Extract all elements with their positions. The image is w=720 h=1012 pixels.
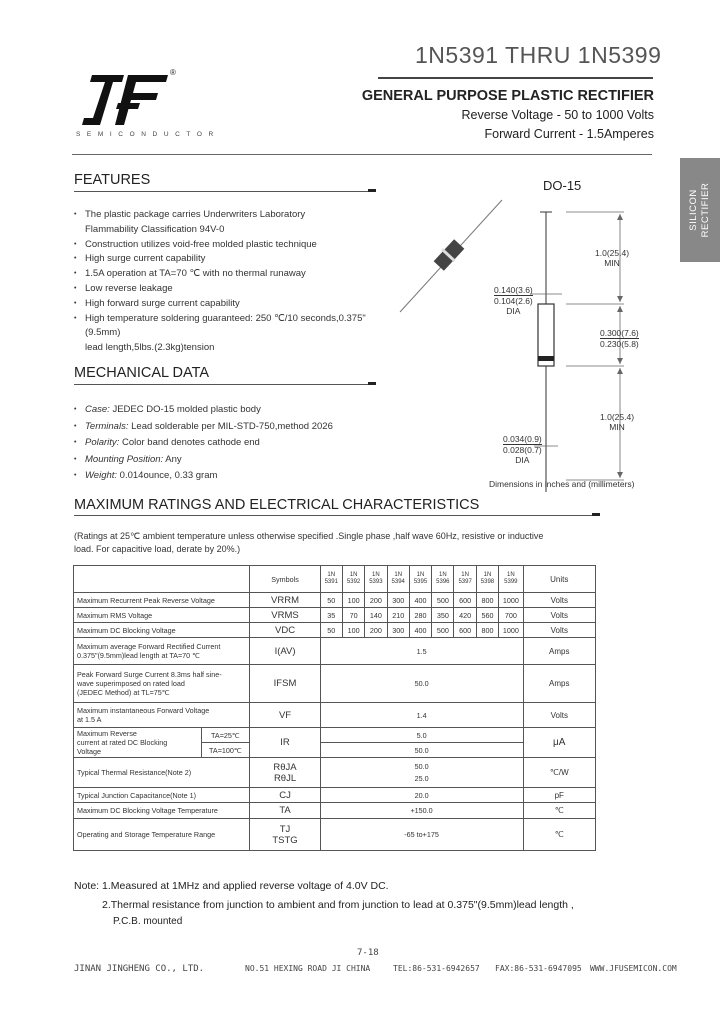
table-row: Maximum DC Blocking Voltage Temperature TA +150.0 ℃ [74, 803, 596, 819]
header-part: 1N 5399 [499, 566, 523, 593]
features-heading: FEATURES [74, 172, 151, 188]
header-part: 1N 5396 [432, 566, 454, 593]
feature-item: • High forward surge current capability [74, 297, 374, 312]
mechanical-rule [74, 384, 370, 385]
header-units: Units [523, 566, 595, 593]
feature-item: • 1.5A operation at TA=70 ℃ with no thermal runaway [74, 267, 374, 282]
header-part: 1N 5395 [409, 566, 431, 593]
part-number-range: 1N5391 THRU 1N5399 [415, 42, 662, 68]
header-part: 1N 5392 [342, 566, 364, 593]
table-row: Maximum DC Blocking Voltage VDC 50 100 200 300 400 500 600 800 1000 Volts [74, 623, 596, 638]
logo-wordmark: SEMICONDUCTOR [76, 131, 220, 138]
ratings-rule-mark [592, 513, 600, 516]
mechanical-list [74, 402, 374, 485]
tab-line-1: SILICON [688, 189, 699, 231]
mechanical-rule-mark [368, 382, 376, 385]
reverse-voltage-spec: Reverse Voltage - 50 to 1000 Volts [461, 108, 654, 122]
ratings-rule [74, 515, 594, 516]
category-tab [680, 158, 720, 262]
footer-fax: FAX:86-531-6947095 [495, 964, 582, 973]
note-2-cont: P.C.B. mounted [113, 916, 183, 927]
note-1: Note: 1.Measured at 1MHz and applied reverse voltage of 4.0V DC. [74, 880, 389, 892]
mechanical-item: • Case: JEDEC DO-15 molded plastic body [74, 402, 374, 419]
features-rule-mark [368, 189, 376, 192]
table-row: Typical Junction Capacitance(Note 1) CJ 20.0 pF [74, 788, 596, 803]
ratings-note-1: (Ratings at 25℃ ambient temperature unless otherwise specified .Single phase ,half wave 60Hz, resistive or inductive [74, 531, 544, 541]
header-rule [378, 77, 653, 79]
table-row: Operating and Storage Temperature Range TJ TSTG -65 to+175 ℃ [74, 819, 596, 851]
note-2: 2.Thermal resistance from junction to ambient and from junction to lead at 0.375"(9.5mm)lead length , [102, 899, 574, 911]
body-diameter: 0.140(3.6) 0.104(2.6) DIA [494, 285, 533, 316]
registered-mark: ® [170, 68, 176, 77]
table-row: Maximum average Forward Rectified Current 0.375"(9.5mm)lead length at TA=70 ℃ I(AV) 1.5 Amps [74, 638, 596, 665]
table-header-row [74, 566, 596, 593]
footer-address: NO.51 HEXING ROAD JI CHINA [245, 964, 371, 973]
table-row: Maximum instantaneous Forward Voltage at 1.5 A VF 1.4 Volts [74, 703, 596, 728]
lead-length-top: 1.0(25.4) MIN [595, 248, 630, 268]
features-rule [74, 191, 370, 192]
header-part: 1N 5397 [454, 566, 476, 593]
ratings-heading: MAXIMUM RATINGS AND ELECTRICAL CHARACTERISTICS [74, 497, 480, 513]
header-divider [72, 154, 652, 155]
header-part: 1N 5394 [387, 566, 409, 593]
table-row: Typical Thermal Resistance(Note 2) RθJA RθJL 50.0 25.0 ℃/W [74, 758, 596, 788]
table-row: Maximum RMS Voltage VRMS 35 70 140 210 280 350 420 560 700 Volts [74, 608, 596, 623]
footer-tel: TEL:86-531-6942657 [393, 964, 480, 973]
footer-web: WWW.JFUSEMICON.COM [590, 964, 677, 973]
lead-diameter: 0.034(0.9) 0.028(0.7) DIA [503, 434, 542, 465]
feature-item: • High temperature soldering guaranteed: 250 ℃/10 seconds,0.375"(9.5mm) lead length,5lbs.(2.3kg)tension [74, 312, 374, 356]
dimensions-caption: Dimensions in inches and (millimeters) [489, 479, 635, 489]
features-list [74, 208, 374, 356]
table-row: TA=100℃ 50.0 [74, 743, 596, 758]
footer-company: JINAN JINGHENG CO., LTD. [74, 964, 205, 974]
page-number: 7-18 [357, 948, 379, 958]
ratings-note-2: load. For capacitive load, derate by 20%.) [74, 544, 241, 554]
body-length: 0.300(7.6) 0.230(5.8) [600, 328, 639, 349]
mechanical-heading: MECHANICAL DATA [74, 365, 210, 381]
lead-length-bottom: 1.0(25.4) MIN [600, 412, 635, 432]
product-subtitle: GENERAL PURPOSE PLASTIC RECTIFIER [361, 88, 654, 104]
header-part: 1N 5391 [320, 566, 342, 593]
feature-item: • High surge current capability [74, 252, 374, 267]
mechanical-item: • Weight: 0.014ounce, 0.33 gram [74, 468, 374, 485]
feature-item: • The plastic package carries Underwriters Laboratory Flammability Classification 94V-0 [74, 208, 374, 238]
tab-line-2: RECTIFIER [700, 182, 711, 238]
mechanical-item: • Polarity: Color band denotes cathode end [74, 435, 374, 452]
ratings-table [73, 565, 596, 851]
table-row: Peak Forward Surge Current 8.3ms half sine- wave superimposed on rated load (JEDEC Method) at TL=75℃ IFSM 50.0 Amps [74, 665, 596, 703]
feature-item: • Low reverse leakage [74, 282, 374, 297]
mechanical-item: • Mounting Position: Any [74, 452, 374, 469]
table-row: Maximum Reverse current at rated DC Blocking Voltage TA=25℃ IR 5.0 μA [74, 728, 596, 743]
header-part: 1N 5398 [476, 566, 498, 593]
feature-item: • Construction utilizes void-free molded plastic technique [74, 238, 374, 253]
forward-current-spec: Forward Current - 1.5Amperes [484, 127, 654, 141]
company-logo [78, 75, 170, 125]
table-row: Maximum Recurrent Peak Reverse Voltage VRRM 50 100 200 300 400 500 600 800 1000 Volts [74, 593, 596, 608]
header-symbols: Symbols [250, 566, 320, 593]
header-part: 1N 5393 [365, 566, 387, 593]
package-label: DO-15 [543, 178, 582, 193]
mechanical-item: • Terminals: Lead solderable per MIL-STD-750,method 2026 [74, 419, 374, 436]
